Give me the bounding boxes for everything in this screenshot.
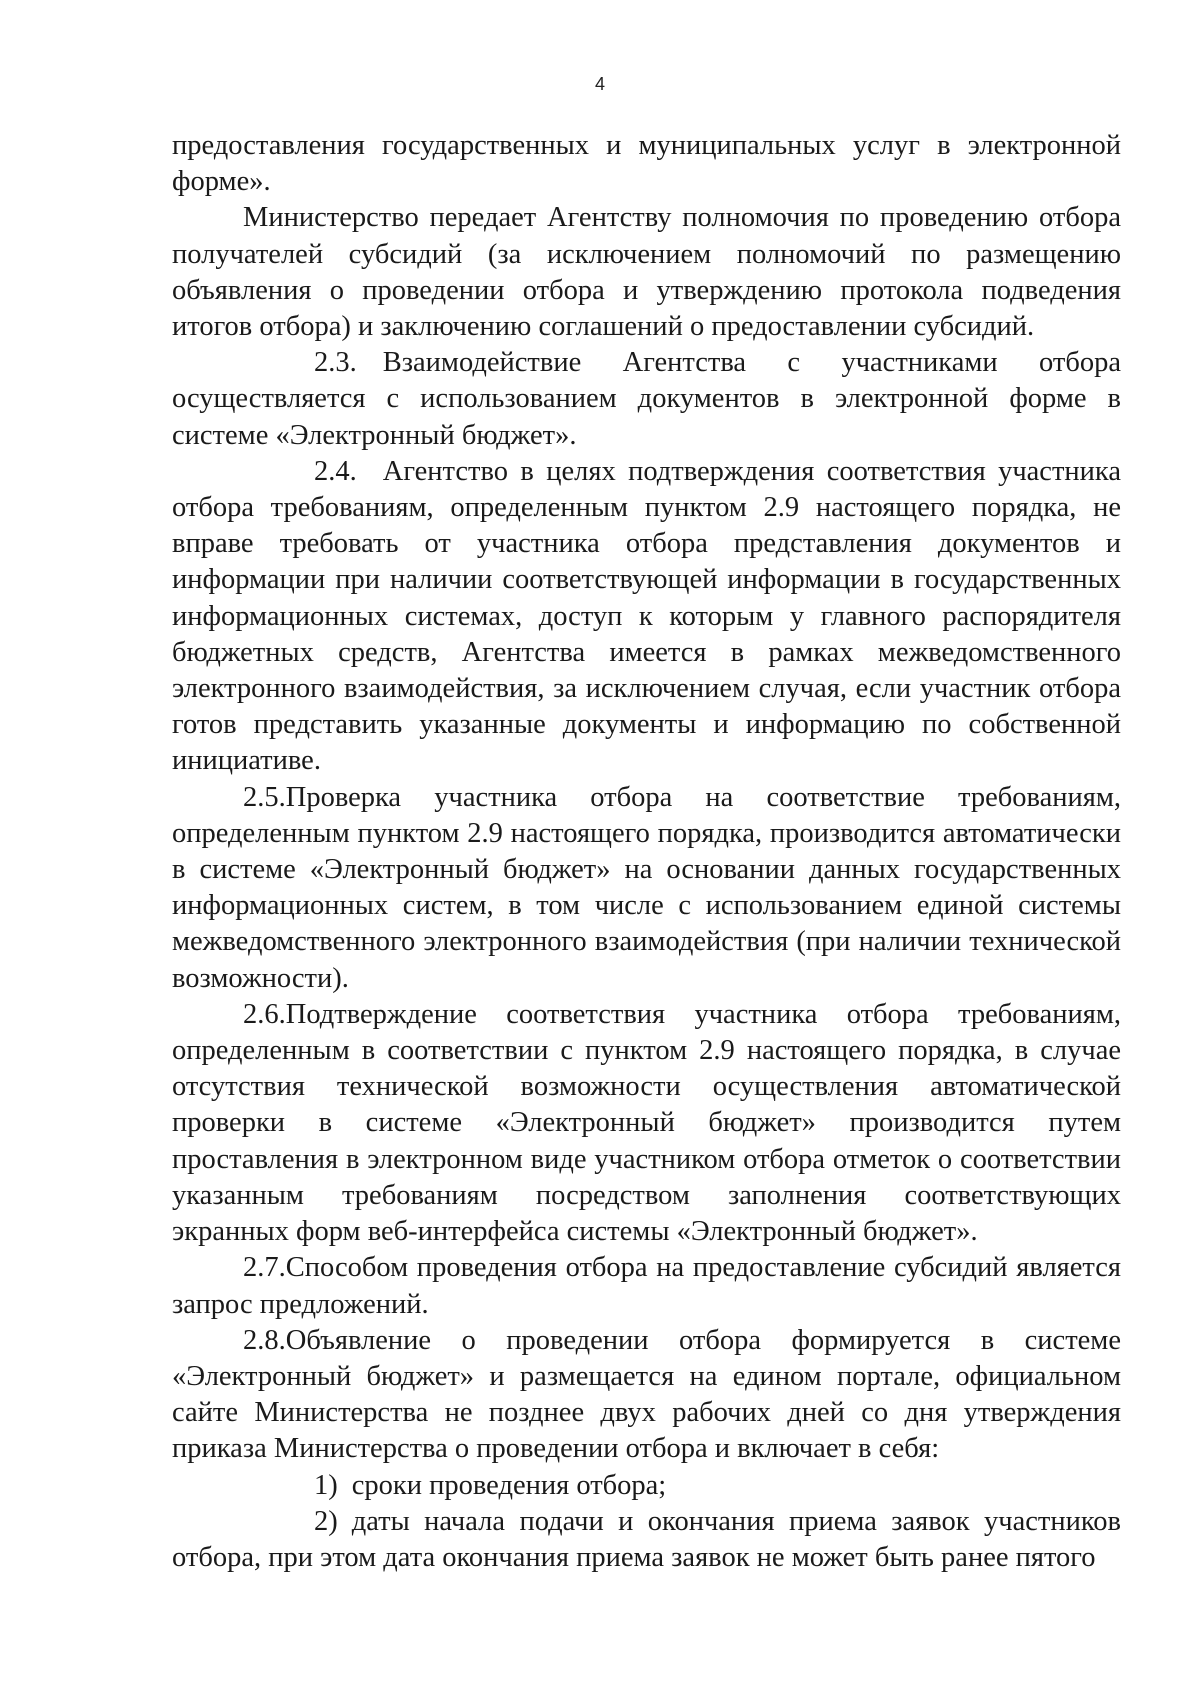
paragraph-2-8 <box>172 1323 1121 1468</box>
list-item-number: 1) <box>314 1469 338 1501</box>
list-item-text: сроки проведения отбора; <box>351 1469 667 1501</box>
paragraph-text: Подтверждение соответствия участника отбора требованиям, определенным в соответствии с пунктом 2.9 настоящего порядка, в случае отсутствия технической возможности осуществления автоматической проверки в системе «Электронный бюджет» производится путем проставления в электронном виде участником отбора отметок о соответствии указанным требованиям посредством заполнения соответствующих экранных форм веб-интерфейса системы «Электронный бюджет». <box>172 998 1121 1248</box>
paragraph-text: Способом проведения отбора на предоставление субсидий является запрос предложений. <box>172 1252 1121 1320</box>
paragraph-number: 2.5. <box>243 781 286 813</box>
page-number: 4 <box>594 74 605 94</box>
paragraph-number: 2.8. <box>243 1324 286 1356</box>
paragraph-number: 2.6. <box>243 998 286 1030</box>
paragraph-text: предоставления государственных и муниципальных услуг в электронной форме». <box>172 130 1121 198</box>
paragraph-2-5 <box>172 780 1121 997</box>
list-item-1 <box>172 1468 1121 1504</box>
paragraph-2-3 <box>172 345 1121 454</box>
paragraph-text: Агентство в целях подтверждения соответствия участника отбора требованиям, определенным пунктом 2.9 настоящего порядка, не вправе требовать от участника отбора представления документов и информации при наличии соответствующей информации в государственных информационных системах, доступ к которым у главного распорядителя бюджетных средств, Агентства имеется в рамках межведомственного электронного взаимодействия, за исключением случая, если участник отбора готов представить указанные документы и информацию по собственной инициативе. <box>172 455 1121 777</box>
paragraph-text: Взаимодействие Агентства с участниками отбора осуществляется с использованием документов в электронной форме в системе «Электронный бюджет». <box>172 347 1121 451</box>
paragraph-2-6 <box>172 997 1121 1250</box>
paragraph-continuation <box>172 128 1121 200</box>
paragraph-2-4 <box>172 454 1121 780</box>
paragraph-2-7 <box>172 1250 1121 1322</box>
list-item-2 <box>172 1504 1121 1576</box>
list-item-text: даты начала подачи и окончания приема заявок участников отбора, при этом дата окончания приема заявок не может быть ранее пятого <box>172 1505 1121 1573</box>
document-body <box>172 128 1121 1576</box>
paragraph-text: Объявление о проведении отбора формируется в системе «Электронный бюджет» и размещается на едином портале, официальном сайте Министерства не позднее двух рабочих дней со дня утверждения приказа Министерства о проведении отбора и включает в себя: <box>172 1324 1121 1465</box>
paragraph-number: 2.7. <box>243 1252 286 1284</box>
paragraph-text: Министерство передает Агентству полномочия по проведению отбора получателей субсидий (за исключением полномочий по размещению объявления о проведении отбора и утверждению протокола подведения итогов отбора) и заключению соглашений о предоставлении субсидий. <box>172 202 1121 343</box>
paragraph-text: Проверка участника отбора на соответствие требованиям, определенным пунктом 2.9 настоящего порядка, производится автоматически в системе «Электронный бюджет» на основании данных государственных информационных систем, в том числе с использованием единой системы межведомственного электронного взаимодействия (при наличии технической возможности). <box>172 781 1121 994</box>
paragraph-ministry-powers <box>172 200 1121 345</box>
paragraph-number: 2.3. <box>314 347 357 379</box>
list-item-number: 2) <box>314 1505 338 1537</box>
paragraph-number: 2.4. <box>314 455 357 487</box>
